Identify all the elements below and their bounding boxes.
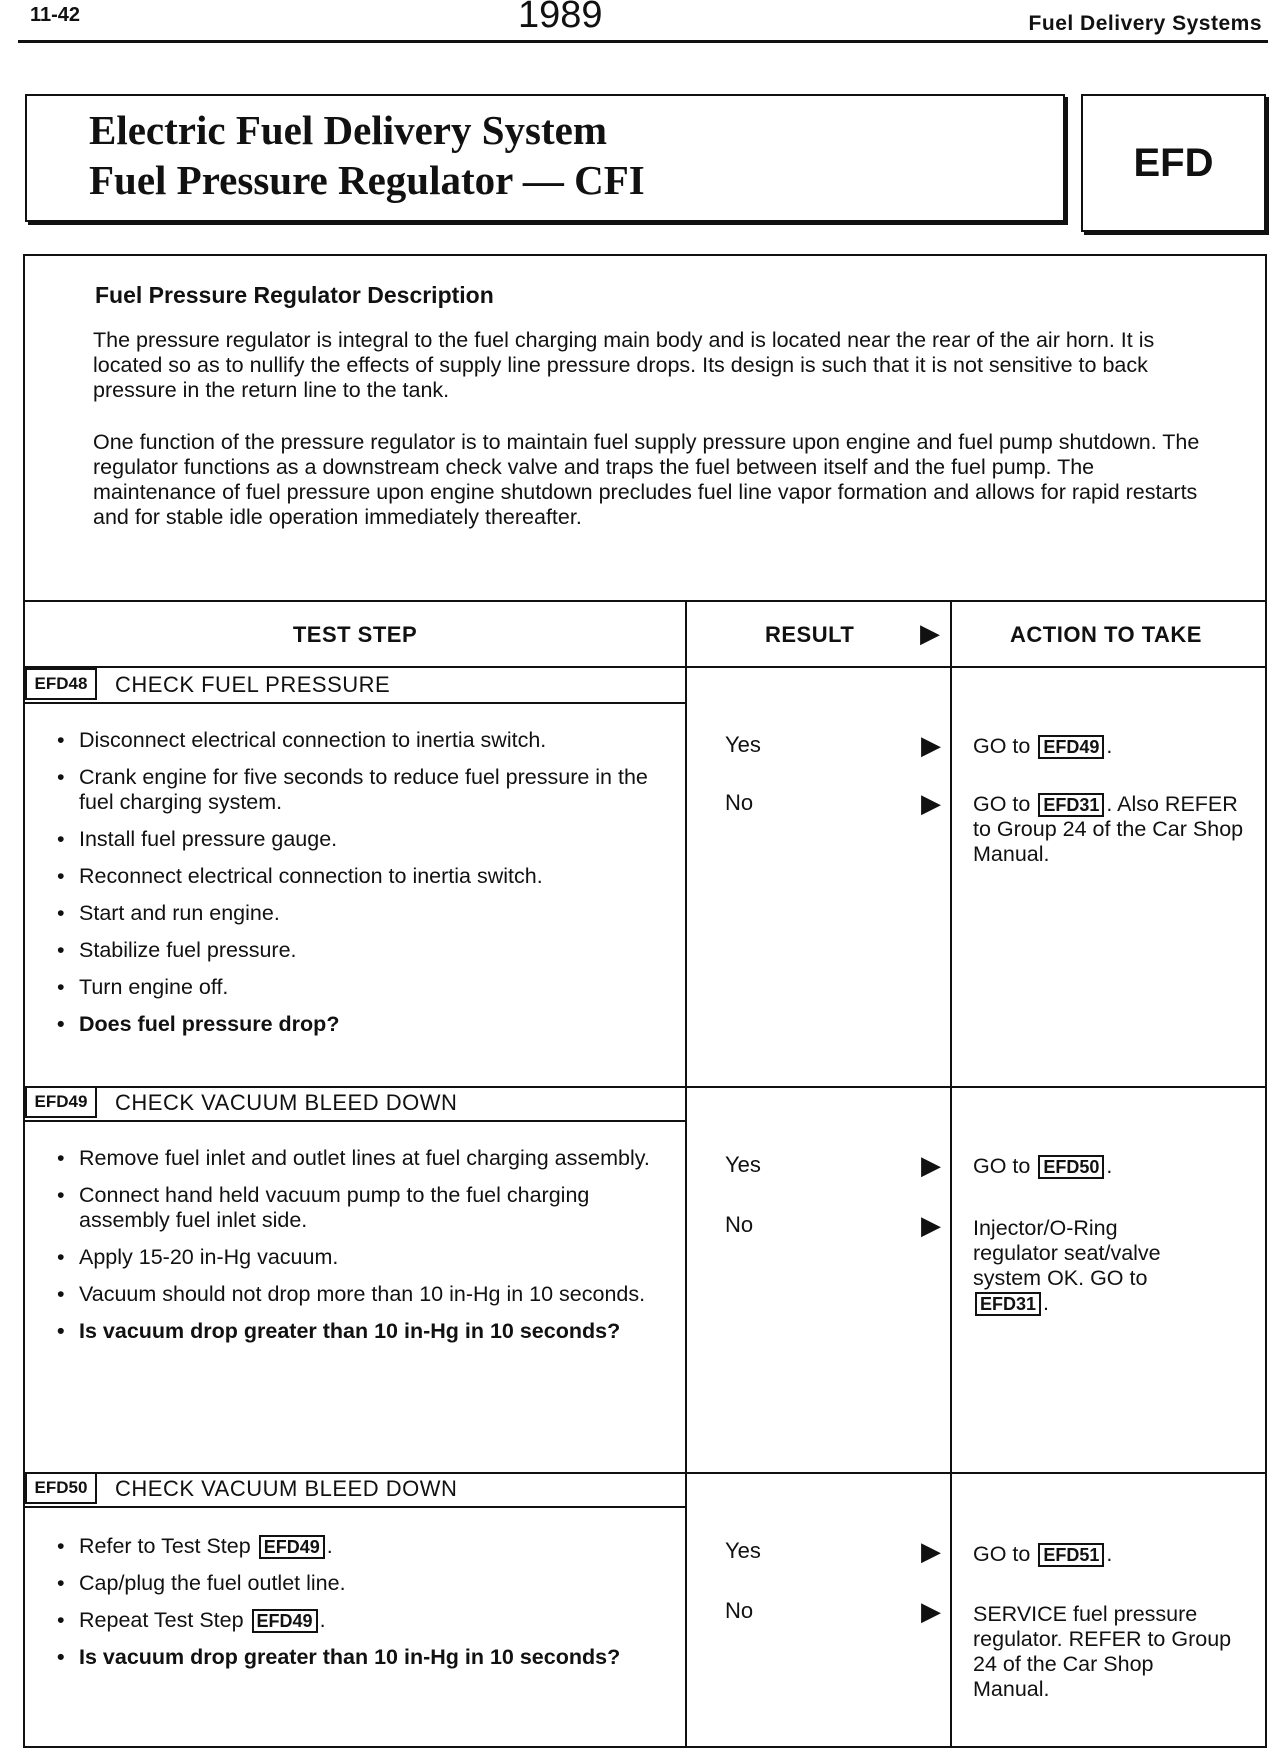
action-text: . (1106, 734, 1113, 758)
list-item: • Start and run engine. (57, 901, 667, 926)
arrow-icon: ▶ (921, 1150, 941, 1180)
description-heading: Fuel Pressure Regulator Description (95, 282, 494, 308)
step-reference[interactable]: EFD49 (259, 1535, 325, 1559)
list-item: • Turn engine off. (57, 975, 667, 1000)
step-title: CHECK VACUUM BLEED DOWN (115, 1476, 458, 1501)
action-text: GO to (973, 1542, 1031, 1566)
result-yes: Yes (725, 732, 761, 757)
step-code: EFD49 (25, 1086, 97, 1118)
page-number: 11-42 (30, 4, 81, 26)
step-header (25, 1086, 685, 1122)
description-paragraph-1: The pressure regulator is integral to the fuel charging main body and is located near the rear of the air horn. It is located so as to nullify the effects of supply line pressure drops. Its design is such that it is not sensitive to back pressure in the return line to the tank. (93, 328, 1155, 402)
step-reference[interactable]: EFD50 (1038, 1155, 1104, 1179)
arrow-icon: ▶ (921, 1536, 941, 1566)
list-item: • Reconnect electrical connection to inertia switch. (57, 864, 667, 889)
column-test-step: TEST STEP (292, 622, 418, 647)
arrow-icon: ▶ (921, 1596, 941, 1626)
step-reference[interactable]: EFD49 (1038, 735, 1104, 759)
result-yes: Yes (725, 1152, 761, 1177)
action-text: Injector/O-Ring regulator seat/valve system OK. GO to (973, 1216, 1161, 1290)
step-reference[interactable]: EFD31 (1038, 793, 1104, 817)
action-text: . Also REFER to Group 24 of the Car Shop Manual. (973, 792, 1244, 866)
column-action: ACTION TO TAKE (1010, 622, 1202, 647)
result-no: No (725, 1598, 754, 1623)
description-paragraph-2: One function of the pressure regulator is to maintain fuel supply pressure upon engine and fuel pump shutdown. The regulator functions as a downstream check valve and traps the fuel between itself and the fuel pump. The maintenance of fuel pressure upon engine shutdown precludes fuel line vapor formation and allows for rapid restarts and for stable idle operation immediately thereafter. (93, 430, 1200, 529)
description-section (25, 256, 1265, 602)
result-no: No (725, 1212, 754, 1237)
action-text: GO to (973, 792, 1031, 816)
action-no (973, 1216, 1203, 1316)
step-title: CHECK FUEL PRESSURE (115, 672, 391, 697)
list-item: • Remove fuel inlet and outlet lines at fuel charging assembly. (57, 1146, 667, 1171)
list-item: • Does fuel pressure drop? (57, 1012, 667, 1037)
list-item: • Crank engine for five seconds to reduce fuel pressure in the fuel charging system. (57, 765, 667, 815)
section-code-box: EFD (1081, 94, 1266, 232)
step-code: EFD50 (25, 1472, 97, 1504)
bullet-text: Repeat Test Step (79, 1608, 244, 1632)
step-bullets (57, 1534, 667, 1682)
arrow-icon: ▶ (921, 1210, 941, 1240)
step-reference[interactable]: EFD31 (975, 1292, 1041, 1316)
list-item: • Connect hand held vacuum pump to the fuel charging assembly fuel inlet side. (57, 1183, 667, 1233)
test-step-efd49 (25, 1086, 1265, 1472)
title-line-1: Electric Fuel Delivery System (89, 107, 608, 153)
header-arrow-icon: ▶ (920, 618, 940, 648)
action-text: . (1106, 1154, 1113, 1178)
step-header (25, 1472, 685, 1508)
section-title: Fuel Delivery Systems (1028, 12, 1262, 35)
list-item: • Is vacuum drop greater than 10 in-Hg in 10 seconds? (57, 1645, 667, 1670)
list-item: • Install fuel pressure gauge. (57, 827, 667, 852)
test-step-efd48 (25, 668, 1265, 1086)
step-reference[interactable]: EFD51 (1038, 1543, 1104, 1567)
result-no: No (725, 790, 754, 815)
bullet-text: Refer to Test Step (79, 1534, 251, 1558)
title-box (25, 94, 1065, 222)
step-bullets (57, 1146, 667, 1356)
list-item: • Cap/plug the fuel outlet line. (57, 1571, 667, 1596)
arrow-icon: ▶ (921, 788, 941, 818)
bullet-text: . (319, 1608, 326, 1632)
diagnostic-table (23, 254, 1267, 1748)
list-item: • Stabilize fuel pressure. (57, 938, 667, 963)
table-header (25, 600, 1265, 668)
page-year: 1989 (518, 0, 603, 36)
list-item: • Disconnect electrical connection to inertia switch. (57, 728, 667, 753)
step-bullets (57, 728, 667, 1049)
title-line-2: Fuel Pressure Regulator — CFI (89, 157, 645, 203)
list-item: • Vacuum should not drop more than 10 in-Hg in 10 seconds. (57, 1282, 667, 1307)
list-item: • Apply 15-20 in-Hg vacuum. (57, 1245, 667, 1270)
action-no: SERVICE fuel pressure regulator. REFER to Group 24 of the Car Shop Manual. (973, 1602, 1232, 1701)
bullet-text: . (326, 1534, 333, 1558)
step-header (25, 668, 685, 704)
action-text: GO to (973, 1154, 1031, 1178)
step-code: EFD48 (25, 668, 97, 700)
action-yes (973, 734, 1253, 759)
action-text: . (1106, 1542, 1113, 1566)
action-no (973, 792, 1253, 867)
action-yes (973, 1154, 1253, 1179)
list-item (57, 1534, 667, 1559)
action-text: . (1043, 1291, 1050, 1315)
column-result: RESULT (765, 622, 855, 647)
test-step-efd50 (25, 1472, 1265, 1744)
action-text: GO to (973, 734, 1031, 758)
arrow-icon: ▶ (921, 730, 941, 760)
list-item: • Is vacuum drop greater than 10 in-Hg in 10 seconds? (57, 1319, 667, 1344)
action-yes (973, 1542, 1253, 1567)
list-item (57, 1608, 667, 1633)
step-title: CHECK VACUUM BLEED DOWN (115, 1090, 458, 1115)
step-reference[interactable]: EFD49 (252, 1609, 318, 1633)
result-yes: Yes (725, 1538, 761, 1563)
page-header (18, 0, 1268, 43)
